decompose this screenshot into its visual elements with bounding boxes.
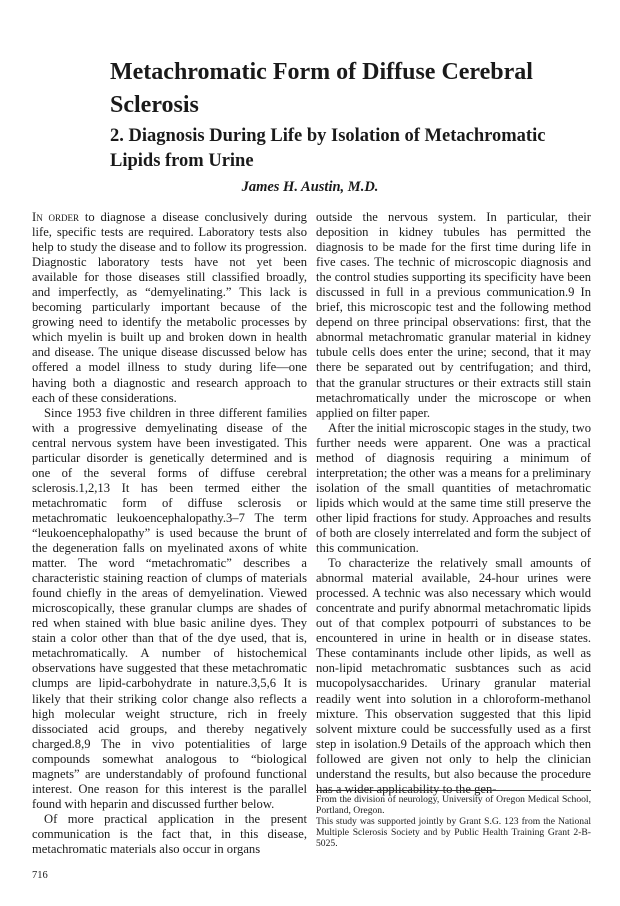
lead-in-words: In order	[32, 210, 80, 224]
footnote-affiliation: From the division of neurology, University of Oregon Medical School, Portland, Oregon.	[316, 794, 591, 816]
page-number: 716	[32, 870, 48, 881]
author-name: James H. Austin, M.D.	[241, 179, 379, 195]
left-paragraph-3: Of more practical application in the present communication is the fact that, in this disease, metachromatic materials also occur in organs	[32, 811, 307, 856]
right-column	[316, 210, 591, 797]
right-paragraph-1: outside the nervous system. In particular, their deposition in kidney tubules has permitted the diagnosis to be made for the first time during life in five cases. The technic of microscopic diagnosis and the control studies supporting its specificity have been discussed in full in a previous communication.9 In brief, this microscopic test and the following method depend on three principal observations: first, that the abnormal metachromatic granular material in kidney tubule cells does enter the urine; second, that it may there be separated out by centrifugation; and third, that the granular structures or their extracts still stain metachromatically under the microscope or when applied on filter paper.	[316, 210, 591, 420]
left-paragraph-1-text: to diagnose a disease conclusively during life, specific tests are required. Laboratory tests also help to study the disease and to follow its progression. Diagnostic laboratory tests have not yet been available for those diseases still classified broadly, and imperfectly, as “demyelinating.” This lack is becoming particularly important because of the growing need to identify the metabolic processes by which myelin is built up and broken down in health and disease. The unique disease discussed below has offered a model illness to study during life—one having both a diagnostic and research approach to each of these considerations.	[32, 210, 307, 405]
footnote-support: This study was supported jointly by Grant S.G. 123 from the National Multiple Sclerosis Society and by Public Health Training Grant 2-B-5025.	[316, 816, 591, 849]
article-title: Metachromatic Form of Diffuse Cerebral Sclerosis	[110, 59, 533, 118]
left-column	[32, 210, 307, 857]
right-paragraph-3: To characterize the relatively small amounts of abnormal material available, 24-hour urines were processed. A technic was also necessary which would concentrate and purify abnormal metachromatic lipids out of that complex potpourri of substances to be encountered in urine in health or in disease states. These contaminants include other lipids, as well as non-lipid metachromatic susbtances such as acid mucopolysaccharides. Urinary granular material readily went into solution in a chloroform-methanol mixture. This observation suggested that this lipid solvent mixture could be successfully used as a first step in isolation.9 Details of the approach which then followed are given not only to help the clinician understand the results, but also because the procedure has a wider applicability to the gen-	[316, 556, 591, 796]
article-subtitle: 2. Diagnosis During Life by Isolation of Metachromatic Lipids from Urine	[110, 126, 546, 171]
right-paragraph-2: After the initial microscopic stages in the study, two further needs were apparent. One was a practical method of diagnosis requiring a minimum of interpretation; the other was a means for a preliminary isolation of the small quantities of metachromatic lipids which would at the same time still preserve the other lipid fractions for study. Approaches and results of both are closely interrelated and form the subject of this communication.	[316, 420, 591, 556]
footnotes	[316, 790, 591, 849]
left-paragraph-1	[32, 210, 307, 406]
left-paragraph-2: Since 1953 five children in three different families with a progressive demyelinating disease of the central nervous system have been investigated. This particular disorder is genetically determined and is one of the several forms of diffuse cerebral sclerosis.1,2,13 It has been termed either the metachromatic form of diffuse sclerosis or metachromatic leukoencephalopathy.3–7 The term “leukoencephalopathy” is used because the brunt of the degeneration falls on myelinated axons of white matter. The word “metachromatic” describes a characteristic staining reaction of clumps of materials found chiefly in the areas of demyelination. Viewed microscopically, these granular clumps are shades of red when stained with blue basic aniline dyes. They stain a color other than that of the dye used, that is, metachromatically. A number of histochemical observations have suggested that these metachromatic clumps are lipid-carbohydrate in nature.3,5,6 It is likely that their striking color change also reflects a high molecular weight structure, rich in freely dissociated acid groups, and thereby negatively charged.8,9 The in vivo potentialities of large compounds somewhat analogous to “biological magnets” are understandably of profound functional interest. One reason for this interest is the parallel found with heparin and discussed further below.	[32, 405, 307, 811]
